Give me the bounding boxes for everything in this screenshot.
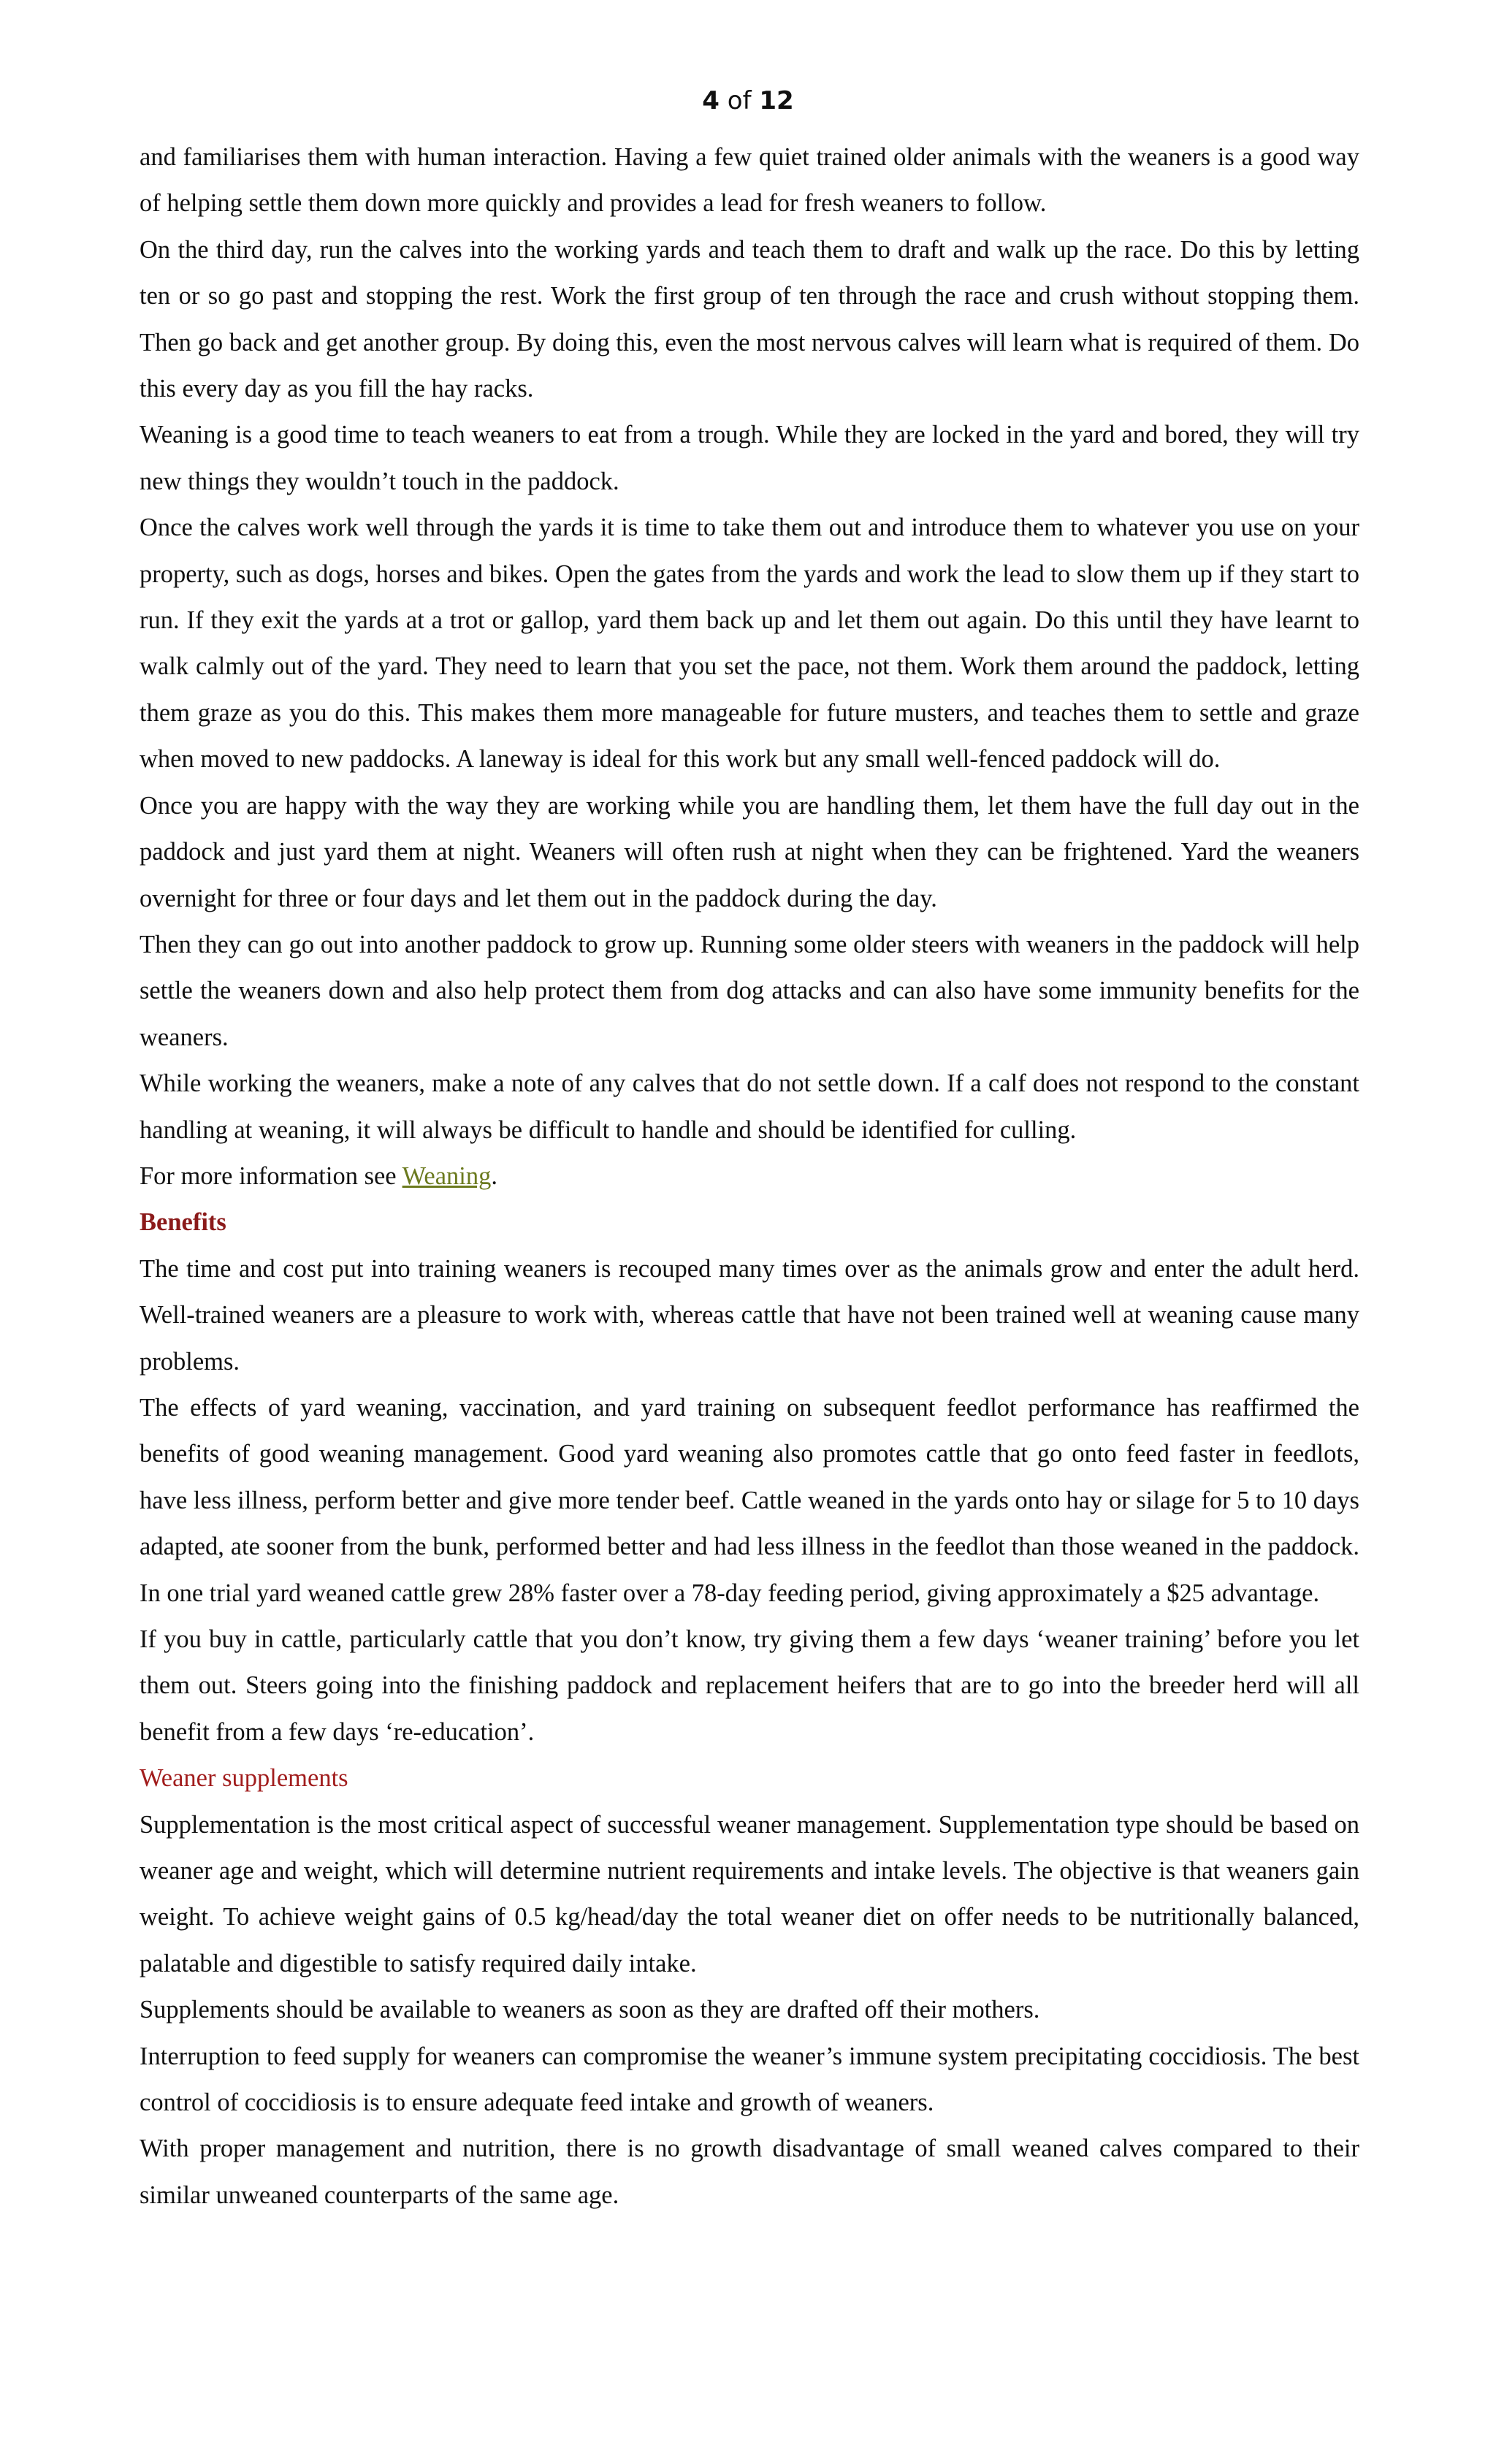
- paragraph-familiarises: and familiarises them with human interaction. Having a few quiet trained older animals with the weaners is a good way of helping settle them down more quickly and provides a lead for fresh weaners to follow.: [140, 143, 1359, 218]
- document-body: [140, 134, 1359, 2219]
- current-page-number: 4: [702, 86, 720, 115]
- paragraph-coccidiosis: Interruption to feed supply for weaners can compromise the weaner’s immune system precipitating coccidiosis. The best control of coccidiosis is to ensure adequate feed intake and growth of weaners.: [140, 2042, 1359, 2117]
- more-info-prefix: For more information see: [140, 1162, 402, 1190]
- page-of-label: of: [727, 86, 752, 115]
- paragraph-full-day: Once you are happy with the way they are working while you are handling them, let them have the full day out in the paddock and just yard them at night. Weaners will often rush at night when they can be frightened. Yard the weaners overnight for three or four days and let them out in the paddock during the day.: [140, 791, 1359, 912]
- paragraph-trough: Weaning is a good time to teach weaners to eat from a trough. While they are locked in the yard and bored, they will try new things they wouldn’t touch in the paddock.: [140, 421, 1359, 495]
- paragraph-another-paddock: Then they can go out into another paddock to grow up. Running some older steers with weaners in the paddock will help settle the weaners down and also help protect them from dog attacks and can also have some immunity benefits for the weaners.: [140, 930, 1359, 1051]
- paragraph-benefits-feedlot: The effects of yard weaning, vaccination, and yard training on subsequent feedlot performance has reaffirmed the benefits of good weaning management. Good yard weaning also promotes cattle that go onto feed faster in feedlots, have less illness, perform better and give more tender beef. Cattle weaned in the yards onto hay or silage for 5 to 10 days adapted, ate sooner from the bunk, performed better and had less illness in the feedlot than those weaned in the paddock. In one trial yard weaned cattle grew 28% faster over a 78-day feeding period, giving approximately a $25 advantage.: [140, 1393, 1359, 1607]
- total-pages-number: 12: [759, 86, 794, 115]
- weaner-supplements-heading: Weaner supplements: [140, 1764, 348, 1793]
- paragraph-benefits-recouped: The time and cost put into training weaners is recouped many times over as the animals grow and enter the adult herd. Well-trained weaners are a pleasure to work with, whereas cattle that have not been trained well at weaning cause many problems.: [140, 1254, 1359, 1376]
- weaning-link[interactable]: Weaning: [402, 1162, 492, 1190]
- paragraph-benefits-buy-in: If you buy in cattle, particularly cattle that you don’t know, try giving them a few days ‘weaner training’ before you let them out. Steers going into the finishing paddock and replacement heifers that are to go into the breeder herd will all benefit from a few days ‘re-education’.: [140, 1625, 1359, 1746]
- more-info-line: [140, 1153, 1359, 1199]
- paragraph-introduce: Once the calves work well through the yards it is time to take them out and introduce them to whatever you use on your property, such as dogs, horses and bikes. Open the gates from the yards and work the lead to slow them up if they start to run. If they exit the yards at a trot or gallop, yard them back up and let them out again. Do this until they have learnt to walk calmly out of the yard. They need to learn that you set the pace, not them. Work them around the paddock, letting them graze as you do this. This makes them more manageable for future musters, and teaches them to settle and graze when moved to new paddocks. A laneway is ideal for this work but any small well-fenced paddock will do.: [140, 514, 1359, 774]
- paragraph-third-day: On the third day, run the calves into the working yards and teach them to draft and walk up the race. Do this by letting ten or so go past and stopping the rest. Work the first group of ten through the race and crush without stopping them. Then go back and get another group. By doing this, even the most nervous calves will learn what is required of them. Do this every day as you fill the hay racks.: [140, 235, 1359, 403]
- paragraph-culling: While working the weaners, make a note of any calves that do not settle down. If a calf does not respond to the constant handling at weaning, it will always be difficult to handle and should be identified for culling.: [140, 1069, 1359, 1144]
- more-info-suffix: .: [491, 1162, 498, 1190]
- paragraph-supplementation: Supplementation is the most critical aspect of successful weaner management. Supplementation type should be based on weaner age and weight, which will determine nutrient requirements and intake levels. The objective is that weaners gain weight. To achieve weight gains of 0.5 kg/head/day the total weaner diet on offer needs to be nutritionally balanced, palatable and digestible to satisfy required daily intake.: [140, 1810, 1359, 1977]
- page-number-header: [0, 86, 1496, 115]
- paragraph-supplements-available: Supplements should be available to weaners as soon as they are drafted off their mothers.: [140, 1996, 1040, 2024]
- benefits-heading: Benefits: [140, 1208, 226, 1237]
- paragraph-growth-disadvantage: With proper management and nutrition, there is no growth disadvantage of small weaned calves compared to their similar unweaned counterparts of the same age.: [140, 2135, 1359, 2209]
